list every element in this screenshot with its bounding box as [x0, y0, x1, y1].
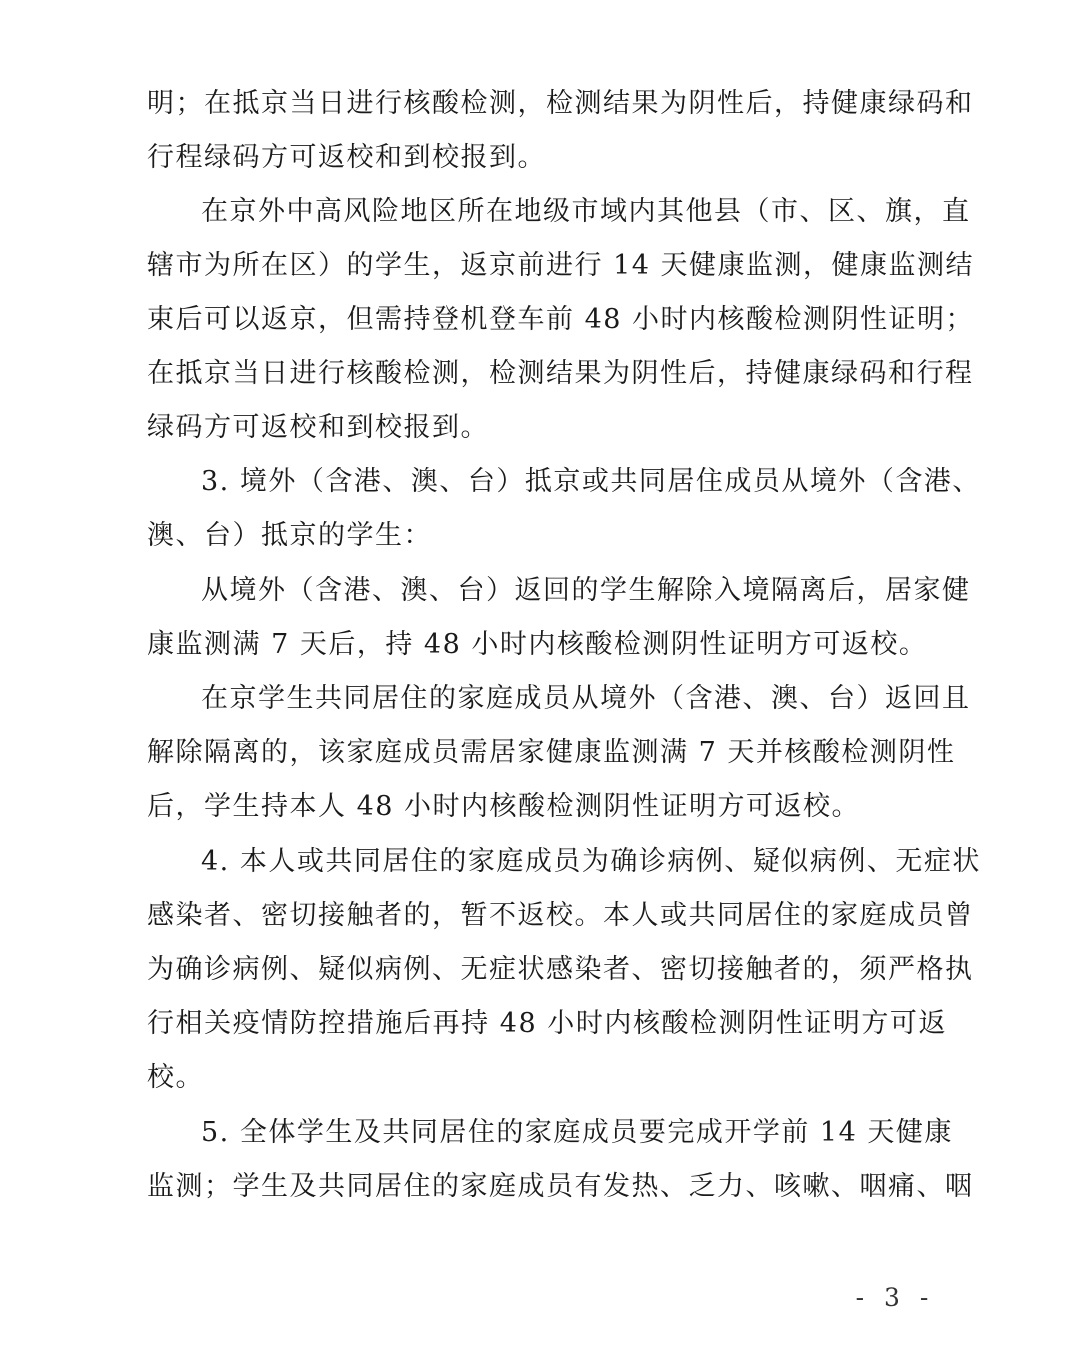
section-heading-line: 澳、台）抵京的学生： [147, 520, 432, 551]
text-line: 在抵京当日进行核酸检测，检测结果为阴性后，持健康绿码和行程 [147, 358, 974, 389]
text-line: 监测；学生及共同居住的家庭成员有发热、乏力、咳嗽、咽痛、咽 [147, 1171, 974, 1202]
text-line: 行相关疫情防控措施后再持 48 小时内核酸检测阴性证明方可返 [147, 1008, 947, 1039]
text-line: 束后可以返京，但需持登机登车前 48 小时内核酸检测阴性证明； [147, 304, 975, 335]
text-line: 解除隔离的，该家庭成员需居家健康监测满 7 天并核酸检测阴性 [147, 737, 956, 768]
page-number: - 3 - [855, 1283, 935, 1312]
text-line: 绿码方可返校和到校报到。 [147, 412, 489, 443]
text-line: 行程绿码方可返校和到校报到。 [147, 142, 546, 173]
text-line: 辖市为所在区）的学生，返京前进行 14 天健康监测，健康监测结 [147, 250, 975, 281]
text-line: 明；在抵京当日进行核酸检测，检测结果为阴性后，持健康绿码和 [147, 88, 974, 119]
text-line: 在京外中高风险地区所在地级市域内其他县（市、区、旗，直 [201, 196, 971, 227]
text-line: 4. 本人或共同居住的家庭成员为确诊病例、疑似病例、无症状 [201, 846, 981, 877]
text-line: 5. 全体学生及共同居住的家庭成员要完成开学前 14 天健康 [201, 1117, 953, 1148]
text-line: 感染者、密切接触者的，暂不返校。本人或共同居住的家庭成员曾 [147, 900, 974, 931]
text-line: 康监测满 7 天后，持 48 小时内核酸检测阴性证明方可返校。 [147, 629, 928, 660]
text-line: 后，学生持本人 48 小时内核酸检测阴性证明方可返校。 [147, 791, 861, 822]
section-heading-line: 3. 境外（含港、澳、台）抵京或共同居住成员从境外（含港、 [201, 466, 981, 497]
text-line: 校。 [147, 1062, 204, 1093]
text-line: 在京学生共同居住的家庭成员从境外（含港、澳、台）返回且 [201, 683, 971, 714]
text-line: 从境外（含港、澳、台）返回的学生解除入境隔离后，居家健 [201, 575, 971, 606]
text-line: 为确诊病例、疑似病例、无症状感染者、密切接触者的，须严格执 [147, 954, 974, 985]
